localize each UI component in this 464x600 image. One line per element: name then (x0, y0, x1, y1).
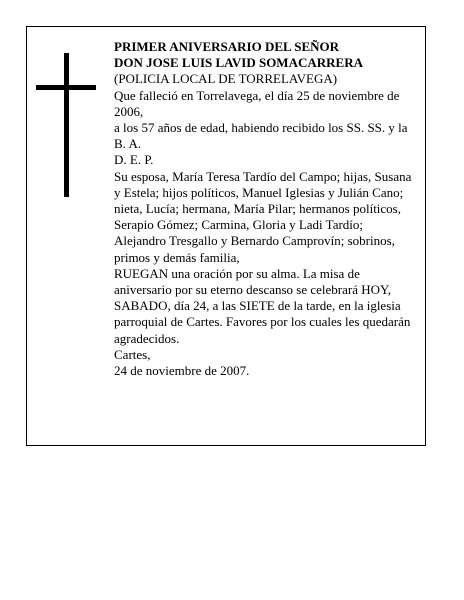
cross-horizontal-bar (36, 85, 96, 90)
age-info: a los 57 años de edad, habiendo recibido los SS. SS. y la B. A. (114, 120, 408, 152)
notice-title: PRIMER ANIVERSARIO DEL SEÑOR (114, 39, 340, 54)
deceased-name: DON JOSE LUIS LAVID SOMACARRERA (114, 55, 363, 71)
obituary-text (114, 39, 416, 379)
cross-vertical-bar (64, 53, 69, 197)
rip-line: D. E. P. (114, 152, 154, 168)
cross-icon (36, 53, 96, 197)
family-paragraph: Su esposa, María Teresa Tardío del Campo; hijas, Susana y Estela; hijos políticos, Manuel Iglesias y Julián Cano; nieta, Lucía; hermana, María Pilar; hermanos políticos, Serapio Gómez; Carmina, Gloria y Ladi Tardío; Alejandro Tresgallo y Bernardo Camprovín; sobrinos, primos y demás familia, (114, 168, 412, 265)
death-info: Que falleció en Torrelavega, el día 25 de noviembre de 2006, (114, 87, 400, 119)
deceased-affiliation: (POLICIA LOCAL DE TORRELAVEGA) (114, 71, 338, 87)
notice-date: 24 de noviembre de 2007. (114, 363, 250, 379)
request-paragraph: RUEGAN una oración por su alma. La misa de aniversario por su eterno descanso se celebrará HOY, SABADO, día 24, a las SIETE de la tarde, en la iglesia parroquial de Cartes. Favores por los cuales les quedarán agradecidos. (114, 265, 411, 346)
notice-place: Cartes, (114, 346, 151, 362)
